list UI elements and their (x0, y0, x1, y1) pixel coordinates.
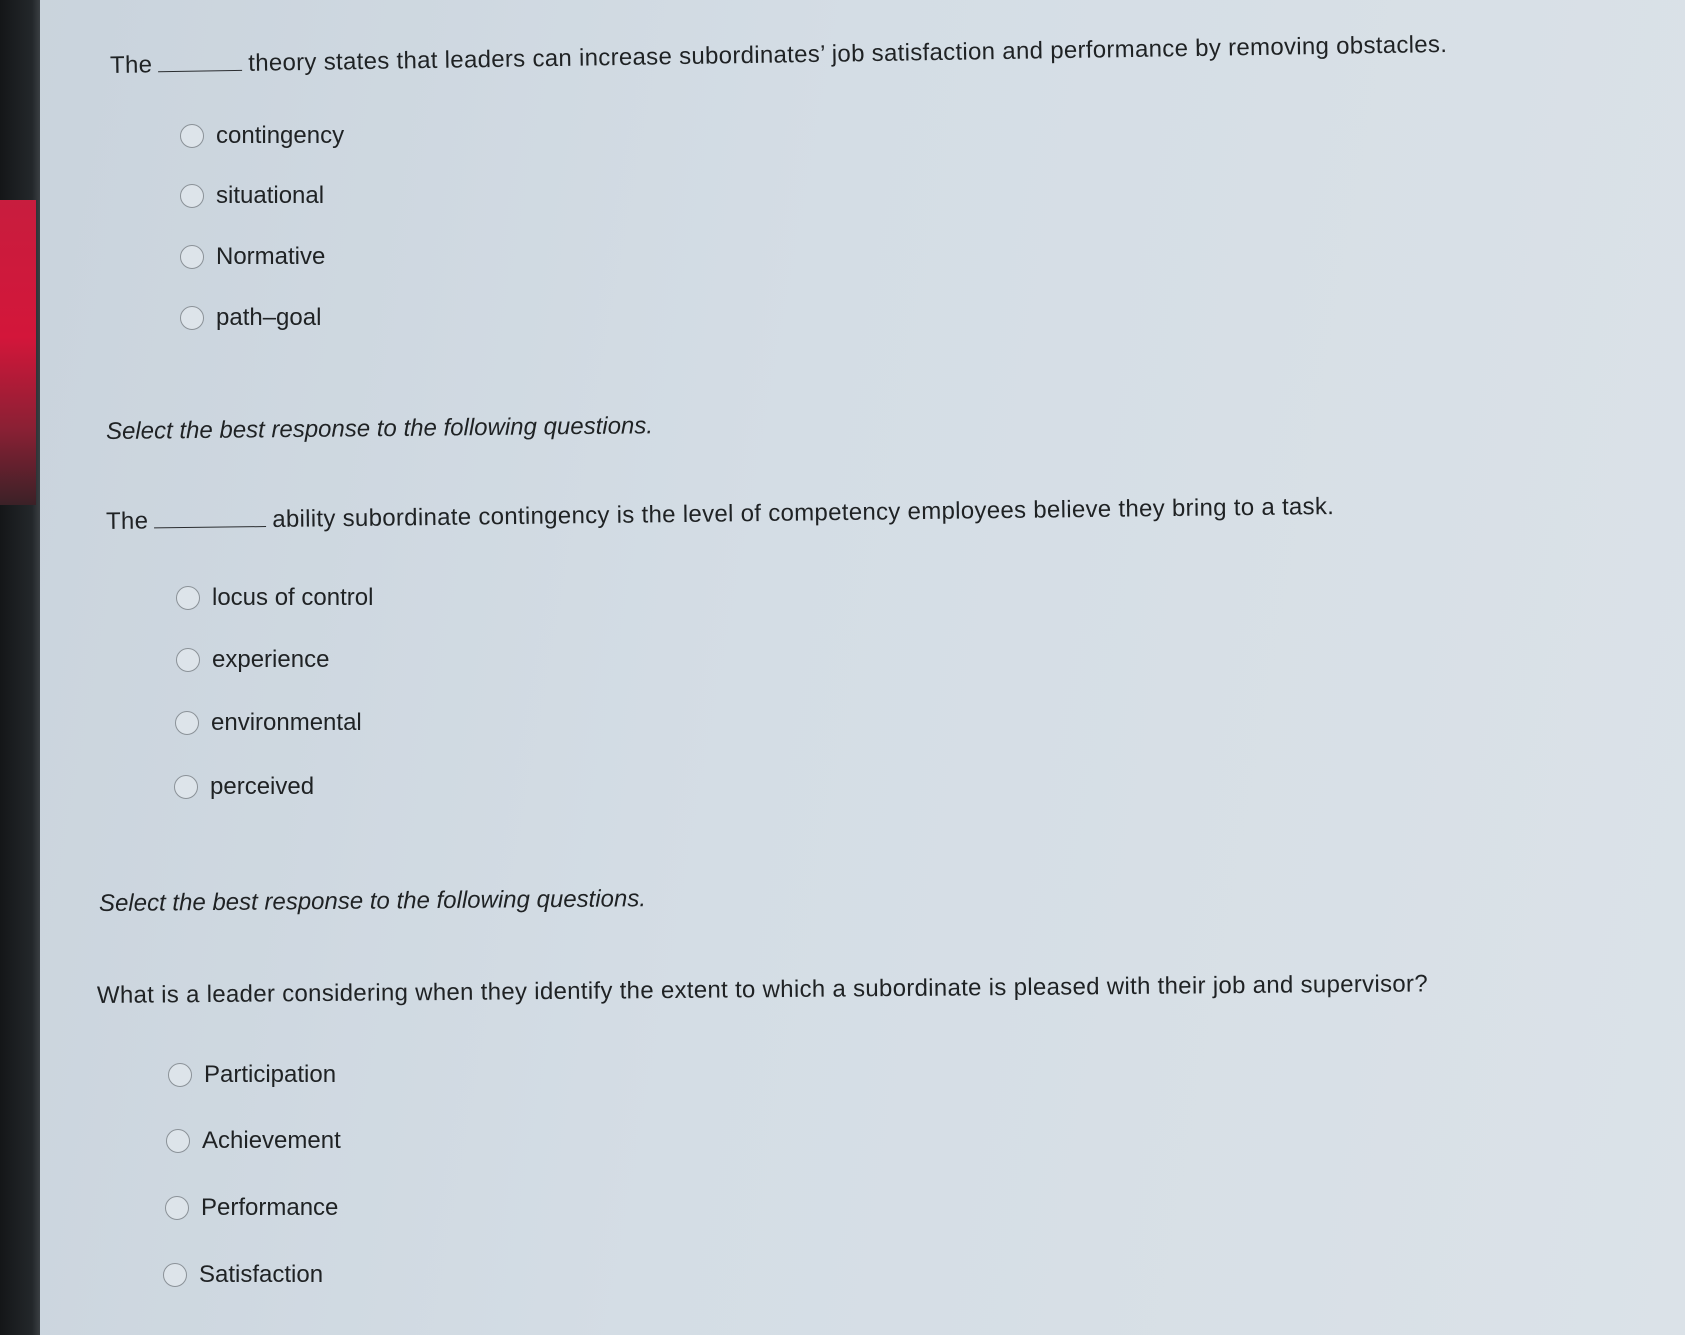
q2-option-environmental[interactable] (175, 709, 362, 737)
q1-option-path-goal[interactable] (180, 304, 321, 332)
option-label: environmental (211, 709, 362, 736)
option-label: experience (212, 646, 330, 673)
radio-button[interactable] (165, 1196, 189, 1220)
question-1-blank (158, 52, 242, 72)
option-label: Normative (216, 243, 326, 270)
q1-option-normative[interactable] (180, 243, 325, 271)
q1-option-contingency[interactable] (180, 122, 344, 150)
radio-button[interactable] (180, 245, 204, 269)
radio-button[interactable] (163, 1263, 187, 1287)
option-label: perceived (210, 773, 315, 800)
instruction-text: Select the best response to the following questions. (105, 412, 654, 445)
question-2-suffix: ability subordinate contingency is the level of competency employees believe they bring to a task. (272, 492, 1335, 533)
radio-button[interactable] (174, 775, 198, 799)
radio-button[interactable] (166, 1129, 190, 1153)
bezel-accent (0, 200, 36, 505)
q2-option-experience[interactable] (176, 646, 329, 674)
option-label: path–goal (216, 304, 322, 331)
radio-button[interactable] (175, 711, 199, 735)
option-label: locus of control (212, 584, 374, 611)
question-2-blank (154, 508, 266, 528)
quiz-page (40, 0, 1685, 1335)
radio-button[interactable] (176, 648, 200, 672)
q2-option-locus-of-control[interactable] (176, 584, 373, 612)
radio-button[interactable] (180, 306, 204, 330)
option-label: contingency (216, 122, 345, 149)
q3-option-achievement[interactable] (166, 1127, 341, 1155)
option-label: situational (216, 182, 325, 209)
question-2-text (106, 493, 1335, 536)
q2-option-perceived[interactable] (174, 773, 314, 801)
radio-button[interactable] (180, 124, 204, 148)
question-2-prefix: The (105, 507, 149, 535)
radio-button[interactable] (180, 184, 204, 208)
option-label: Achievement (202, 1127, 341, 1154)
q3-option-performance[interactable] (165, 1194, 338, 1222)
question-1-prefix: The (109, 51, 153, 79)
q3-option-participation[interactable] (168, 1061, 336, 1089)
q3-option-satisfaction[interactable] (163, 1261, 323, 1289)
radio-button[interactable] (168, 1063, 192, 1087)
question-1-suffix: theory states that leaders can increase subordinates’ job satisfaction and performance by removing obstacles. (248, 30, 1448, 77)
question-3-text: What is a leader considering when they identify the extent to which a subordinate is pleased with their job and supervisor? (96, 970, 1429, 1009)
q1-option-situational[interactable] (180, 182, 324, 210)
option-label: Satisfaction (199, 1261, 324, 1288)
question-1-text (110, 31, 1448, 80)
instruction-text: Select the best response to the following questions. (98, 885, 647, 917)
radio-button[interactable] (176, 586, 200, 610)
option-label: Participation (204, 1061, 337, 1088)
option-label: Performance (201, 1194, 339, 1221)
